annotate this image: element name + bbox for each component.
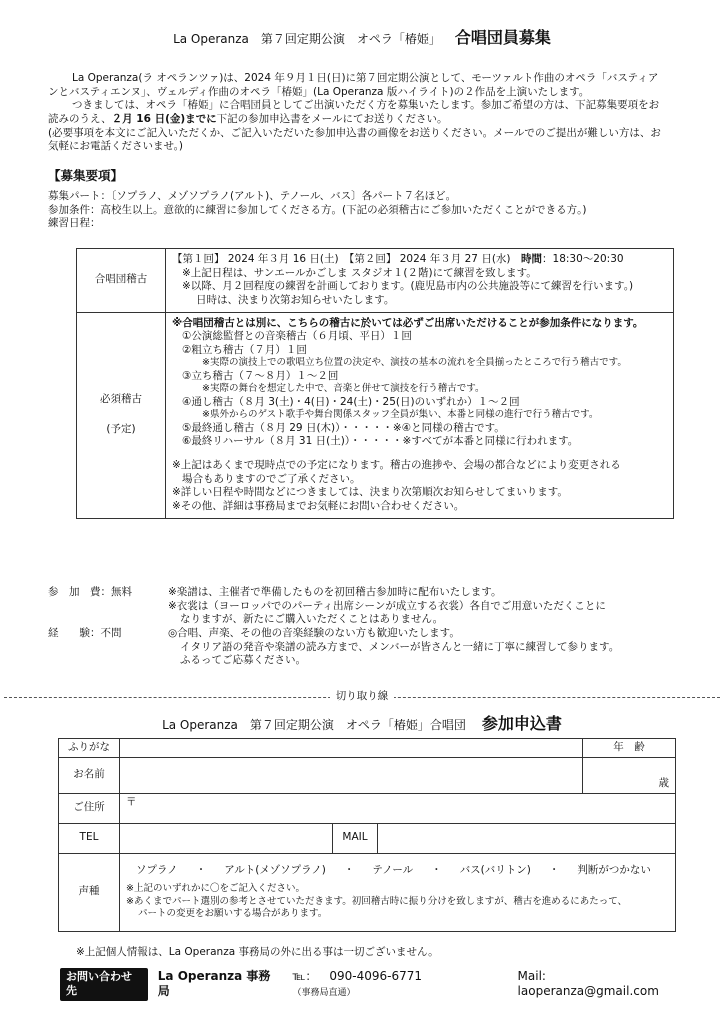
page-title	[0, 28, 724, 49]
fee-lines	[168, 586, 606, 627]
required-item: ②粗立ち稽古（７月）１回	[182, 343, 307, 356]
voice-note: ※あくまでパート選別の参考とさせていただきます。初回稽古時に振り分けを致しますが、稽古を進めるにあたって、	[126, 895, 628, 907]
section-heading: 【募集要項】	[48, 168, 124, 183]
required-item: ①公演総監督との音楽稽古（６月頃、平日）１回	[182, 330, 412, 343]
mail-address[interactable]: laoperanza@gmail.com	[517, 984, 659, 999]
furigana-field[interactable]	[120, 739, 583, 758]
conditions-line: 参加条件：高校生以上。意欲的に練習に参加してくださる方。(下記の必須稽古にご参加いただくことができる方。)	[48, 203, 587, 216]
voice-row	[59, 853, 676, 931]
fee-line: ※衣裳は（ヨーロッパでのパーティ出席シーンが成立する衣裳）各自でご用意いただくことに	[168, 599, 606, 612]
contact-mail	[518, 969, 712, 1000]
title-main: 合唱団員募集	[454, 28, 551, 47]
contact-badge: お問い合わせ先	[60, 968, 148, 1001]
required-label-cell	[77, 312, 166, 518]
deadline: ２月 16 日(金)までに	[111, 112, 217, 125]
tel-field[interactable]	[120, 823, 333, 853]
fee-line: ※楽譜は、主催者で準備したものを初回稽古参加時に配布いたします。	[168, 586, 502, 598]
required-footer: ※その他、詳細は事務局までお気軽にお問い合わせください。	[172, 500, 465, 512]
experience-line: イタリア語の発音や楽譜の読み方まで、メンバーが皆さんと一緒に丁寧に練習して参ります。	[180, 640, 620, 653]
voice-note: ※上記のいずれかに〇をご記入ください。	[126, 883, 305, 895]
furigana-label: ふりがな	[59, 739, 120, 758]
time-label: 時間	[521, 253, 543, 265]
intro-paragraph-3: (必要事項を本文にご記入いただくか、ご記入いただいた参加申込書の画像をお送りください。メールでのご提出が難しい方は、お気軽にお電話くださいませ。)	[48, 126, 661, 153]
fee-line: なりますが、新たにご購入いただくことはありません。	[180, 613, 444, 626]
furigana-row	[59, 739, 676, 758]
fees-section	[48, 586, 688, 668]
voice-option-alto[interactable]: アルト(メゾソプラノ)	[224, 863, 326, 876]
schedule-label: 練習日程：	[48, 217, 101, 230]
choir-row	[77, 249, 674, 313]
address-label: ご住所	[59, 793, 120, 823]
intro-paragraph-2	[48, 99, 668, 126]
choir-content	[166, 249, 674, 313]
voice-separator: ・	[548, 863, 560, 876]
required-lead: ※合唱団稽古とは別に、こちらの稽古に於いては必ずご出席いただけることが参加条件になります。	[172, 316, 644, 329]
voice-separator: ・	[195, 863, 207, 876]
voice-option-soprano[interactable]: ソプラノ	[136, 863, 178, 876]
required-sub: (予定)	[106, 423, 136, 436]
required-item: ⑤最終通し稽古（８月 29 日(木)）・・・・・※④と同様の稽古です。	[182, 421, 505, 434]
fee-row	[48, 586, 688, 627]
cut-line	[0, 690, 724, 704]
intro-paragraph-1: La Operanza(ラ オペランツァ)は、2024 年９月１日(日)に第７回定期公演として、モーツァルト作曲のオペラ「バスティアンとバスティエンヌ」、ヴェルディ作曲のオペラ「椿姫」(La Operanza 版ハイライト)の２作品を上演いたします。	[48, 72, 659, 98]
choir-dates	[172, 253, 667, 267]
experience-label: 経 験：不問	[48, 626, 122, 639]
required-label: 必須稽古	[100, 393, 142, 406]
voice-option-tenor[interactable]: テノール	[372, 863, 414, 876]
intro-p2a: つきましては、オペラ「椿姫」に合唱団員としてご出演いただく方を募集いたします。参加ご希望の方は、下記募集要項をお読みのうえ、	[48, 99, 660, 125]
tel-note: （事務局直通）	[292, 988, 356, 999]
mail-label: MAIL	[333, 823, 378, 853]
voice-separator: ・	[431, 863, 442, 876]
required-footer: ※詳しい日程や時間などにつきましては、決まり次第順次お知らせしてまいります。	[172, 486, 568, 499]
fee-label: 参 加 費：無料	[48, 586, 132, 598]
choir-note: ※以降、月２回程度の練習を計画しております。(鹿児島市内の公共施設等にて練習を行います。)	[182, 280, 634, 293]
form-title-prefix: La Operanza 第７回定期公演 オペラ「椿姫」合唱団	[162, 718, 466, 732]
tel-mark: ℡：	[292, 968, 318, 983]
contact-tel	[292, 969, 505, 1000]
session-2-date: 2024 年３月 27 日(水)	[396, 253, 522, 265]
voice-option-unsure[interactable]: 判断がつかない	[577, 863, 651, 876]
privacy-note: ※上記個人情報は、La Operanza 事務局の外に出る事は一切ございません。	[76, 946, 439, 958]
postal-mark: 〒	[126, 795, 137, 808]
age-label: 年 齢	[583, 739, 676, 758]
choir-label: 合唱団稽古	[77, 249, 166, 313]
required-item-note: ※実際の演技上での歌唱立ち位置の決定や、演技の基本の流れを全員揃ったところで行う稽古です。	[202, 357, 627, 369]
title-prefix: La Operanza 第７回定期公演 オペラ「椿姫」	[173, 32, 441, 46]
application-form	[58, 738, 676, 932]
age-field[interactable]	[583, 757, 676, 793]
contact-office: La Operanza 事務局	[157, 968, 271, 999]
session-1-label: 【第１回】	[172, 253, 225, 265]
time-value: ：18:30～20:30	[542, 253, 624, 265]
parts-line: 募集パート：〔ソプラノ、メゾソプラノ(アルト)、テノール、バス〕各パート７名ほど。	[48, 190, 457, 202]
required-item: ③立ち稽古（７～８月）１～２回	[182, 369, 339, 382]
required-item: ⑥最終リハーサル（８月 31 日(土)）・・・・・※すべてが本番と同様に行われます。	[182, 435, 579, 448]
required-footer: ※上記はあくまで現時点での予定になります。稽古の進捗や、会場の都合などにより変更される	[172, 459, 621, 472]
session-2-label: 【第２回】	[349, 253, 397, 265]
experience-line: ふるってご応募ください。	[180, 654, 306, 667]
required-row	[77, 312, 674, 518]
required-content	[166, 312, 674, 518]
mail-field[interactable]	[378, 823, 676, 853]
address-row	[59, 793, 676, 823]
required-footer: 場合もありますのでご了承ください。	[182, 472, 361, 485]
requirements	[48, 190, 688, 231]
choir-note: 日時は、決まり次第お知らせいたします。	[196, 293, 395, 306]
age-unit: 歳	[658, 777, 669, 789]
tel-row	[59, 823, 676, 853]
required-item-note: ※実際の舞台を想定した中で、音楽と併せて演技を行う稽古です。	[202, 383, 485, 395]
cut-line-label: 切り取り線	[330, 690, 395, 702]
required-item-note: ※県外からのゲスト歌手や舞台関係スタッフ全員が集い、本番と同様の進行で行う稽古です。	[202, 409, 599, 421]
experience-line: ◎合唱、声楽、その他の音楽経験のない方も歓迎いたします。	[168, 626, 460, 639]
name-row	[59, 757, 676, 793]
voice-note: パートの変更をお願いする場合があります。	[138, 908, 328, 920]
name-label: お名前	[59, 757, 120, 793]
intro-p2c: 下記の参加申込書をメールにてお送りください。	[216, 112, 448, 125]
choir-note: ※上記日程は、サンエールかごしま スタジオ１(２階)にて練習を致します。	[182, 266, 537, 279]
address-field[interactable]	[120, 793, 676, 823]
tel-label: TEL	[59, 823, 120, 853]
voice-option-bass[interactable]: バス(バリトン)	[459, 863, 531, 876]
voice-label: 声種	[59, 853, 120, 931]
voice-field[interactable]	[120, 853, 676, 931]
contact-info	[60, 968, 724, 1001]
tel-number[interactable]: 090-4096-6771	[329, 968, 422, 983]
required-item: ④通し稽古（８月 3(土)・4(日)・24(土)・25(日)のいずれか）１～２回	[182, 395, 520, 408]
voice-options	[126, 864, 669, 884]
intro-text	[48, 72, 668, 154]
session-1-date: 2024 年３月 16 日(土)	[224, 253, 350, 265]
mail-mark: Mail:	[517, 968, 546, 983]
experience-lines	[168, 627, 619, 668]
form-title-main: 参加申込書	[481, 714, 562, 733]
name-field[interactable]	[120, 757, 583, 793]
form-title	[0, 714, 724, 735]
schedule-table	[76, 248, 674, 519]
voice-separator: ・	[343, 863, 355, 876]
experience-row	[48, 627, 688, 668]
